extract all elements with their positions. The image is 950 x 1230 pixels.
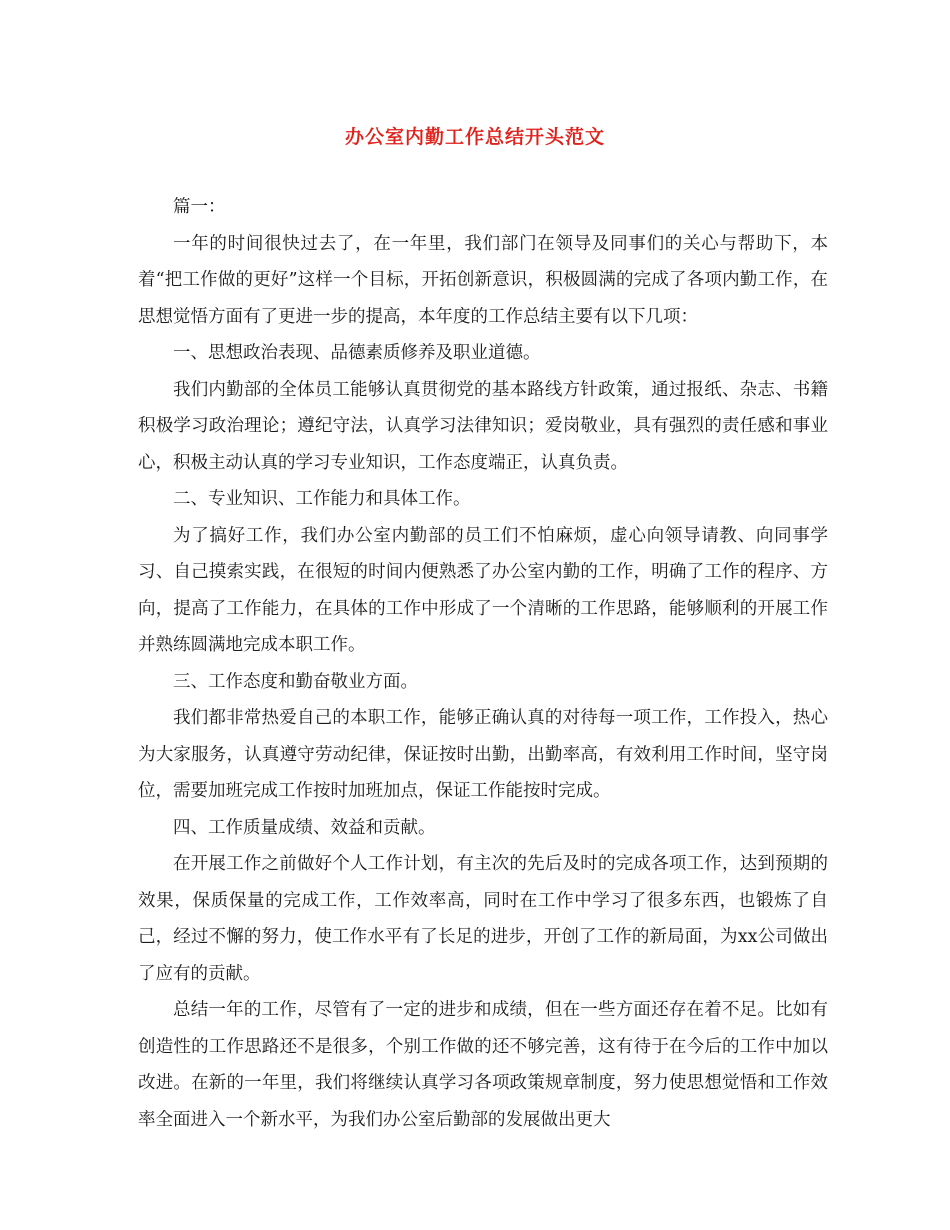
- section-heading-3: 三、工作态度和勤奋敬业方面。: [173, 671, 418, 692]
- section-heading-1: 一、思想政治表现、品德素质修养及职业道德。: [173, 343, 541, 363]
- document-body: [138, 189, 828, 1138]
- paragraph-section-4: 在开展工作之前做好个人工作计划，有主次的先后及时的完成各项工作，达到预期的效果，保质保量的完成工作，工作效率高，同时在工作中学习了很多东西，也锻炼了自己，经过不懈的努力，使工作水平有了长足的进步，开创了工作的新局面，为xx公司做出了应有的贡献。: [138, 854, 828, 984]
- page-title: 办公室内勤工作总结开头范文: [344, 126, 605, 148]
- paragraph-section-2: 为了搞好工作，我们办公室内勤部的员工们不怕麻烦，虚心向领导请教、向同事学习、自己摸索实践，在很短的时间内便熟悉了办公室内勤的工作，明确了工作的程序、方向，提高了工作能力，在具体的工作中形成了一个清晰的工作思路，能够顺利的开展工作并熟练圆满地完成本职工作。: [138, 525, 828, 655]
- paragraph-intro: 一年的时间很快过去了，在一年里，我们部门在领导及同事们的关心与帮助下，本着“把工作做的更好”这样一个目标，开拓创新意识，积极圆满的完成了各项内勤工作，在思想觉悟方面有了更进一步的提高，本年度的工作总结主要有以下几项：: [138, 233, 828, 327]
- section-heading-4: 四、工作质量成绩、效益和贡献。: [173, 817, 436, 838]
- paragraph-section-1: 我们内勤部的全体员工能够认真贯彻党的基本路线方针政策，通过报纸、杂志、书籍积极学习政治理论；遵纪守法，认真学习法律知识；爱岗敬业，具有强烈的责任感和事业心，积极主动认真的学习专业知识，工作态度端正，认真负责。: [138, 379, 828, 473]
- paragraph-conclusion: 总结一年的工作，尽管有了一定的进步和成绩，但在一些方面还存在着不足。比如有创造性的工作思路还不是很多，个别工作做的还不够完善，这有待于在今后的工作中加以改进。在新的一年里，我们将继续认真学习各项政策规章制度，努力使思想觉悟和工作效率全面进入一个新水平，为我们办公室后勤部的发展做出更大: [138, 1000, 828, 1130]
- section-heading-2: 二、专业知识、工作能力和具体工作。: [173, 489, 471, 509]
- paragraph-section-3: 我们都非常热爱自己的本职工作，能够正确认真的对待每一项工作，工作投入，热心为大家服务，认真遵守劳动纪律，保证按时出勤，出勤率高，有效利用工作时间，坚守岗位，需要加班完成工作按时加班加点，保证工作能按时完成。: [138, 708, 828, 801]
- paragraph-heading-article-one: 篇一：: [173, 197, 226, 217]
